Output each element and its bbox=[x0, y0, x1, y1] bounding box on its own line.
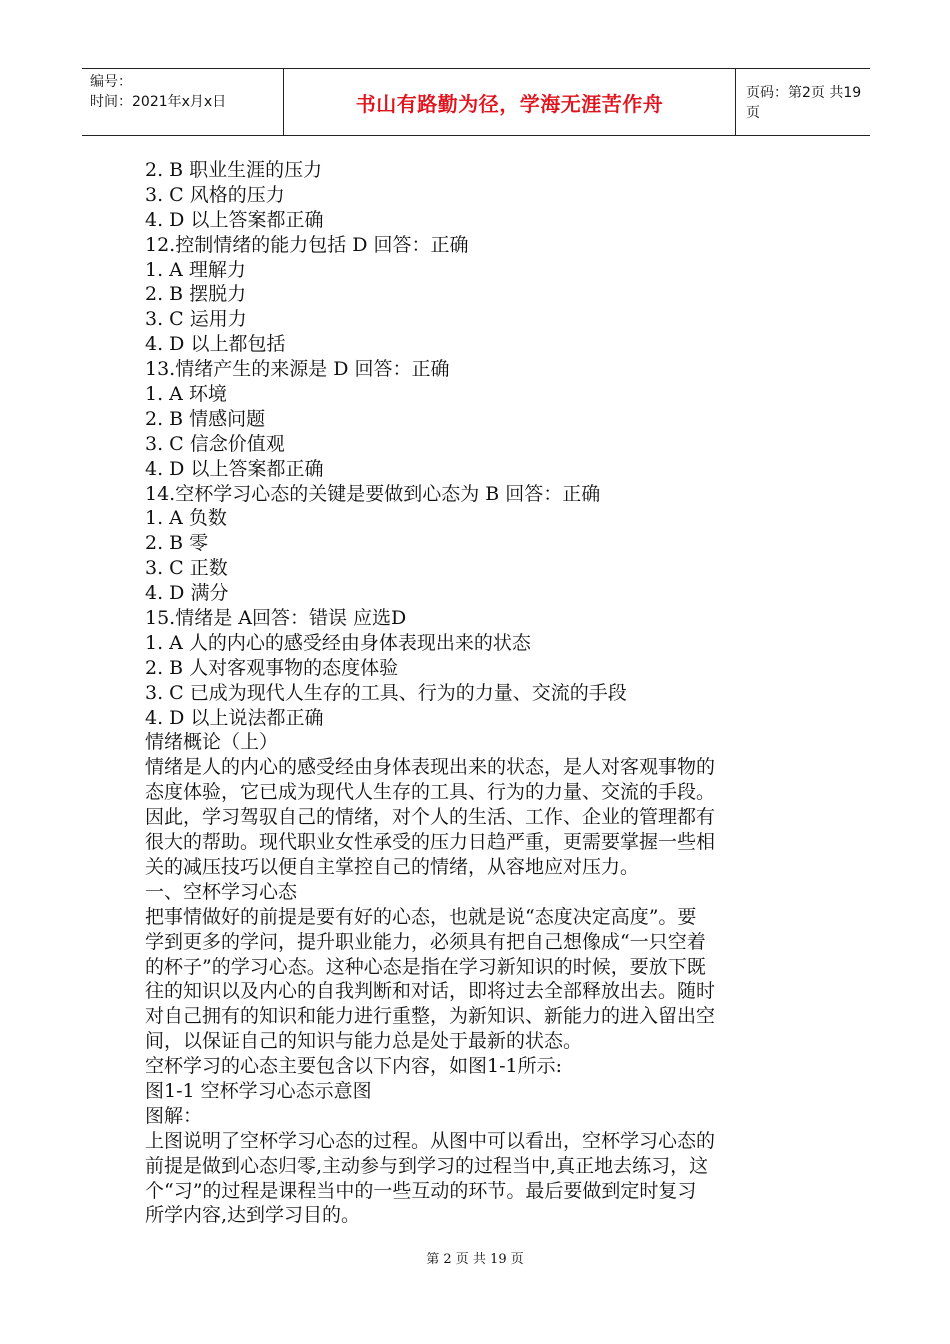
text-line: 2. B 情感问题 bbox=[145, 407, 266, 430]
text-line: 往的知识以及内心的自我判断和对话，即将过去全部释放出去。随时 bbox=[145, 980, 716, 1003]
document-body bbox=[145, 158, 795, 1228]
text-line: 所学内容,达到学习目的。 bbox=[145, 1204, 361, 1227]
question-line: 13.情绪产生的来源是 D 回答：正确 bbox=[145, 358, 450, 381]
text-line: 2. B 摆脱力 bbox=[145, 283, 247, 306]
text-line: 2. B 人对客观事物的态度体验 bbox=[145, 656, 399, 679]
text-line: 1. A 环境 bbox=[145, 383, 227, 406]
text-line: 2. B 零 bbox=[145, 532, 209, 555]
text-line: 3. C 信念价值观 bbox=[145, 432, 285, 455]
header-table bbox=[82, 68, 870, 136]
text-line: 学到更多的学问，提升职业能力，必须具有把自己想像成“一只空着 bbox=[145, 930, 706, 953]
text-line: 3. C 风格的压力 bbox=[145, 183, 285, 206]
text-line: 1. A 负数 bbox=[145, 507, 227, 530]
text-line: 因此，学习驾驭自己的情绪，对个人的生活、工作、企业的管理都有 bbox=[145, 806, 716, 829]
text-line: 情绪是人的内心的感受经由身体表现出来的状态，是人对客观事物的 bbox=[145, 756, 716, 779]
text-line: 很大的帮助。现代职业女性承受的压力日趋严重，更需要掌握一些相 bbox=[145, 831, 716, 854]
question-line: 15.情绪是 A回答：错误 应选D bbox=[145, 607, 407, 630]
header-meta-cell bbox=[82, 69, 284, 135]
page-label: 页码：第2页 共19页 bbox=[746, 85, 862, 121]
figure-caption: 图1-1 空杯学习心态示意图 bbox=[145, 1079, 372, 1102]
header-motto-cell bbox=[284, 69, 736, 135]
text-line: 4. D 满分 bbox=[145, 582, 229, 605]
text-line: 4. D 以上说法都正确 bbox=[145, 706, 324, 729]
time-label: 时间：2021年x月x日 bbox=[90, 94, 227, 110]
footer-page-number: 第 2 页 共 19 页 bbox=[426, 1252, 524, 1267]
text-line: 关的减压技巧以便自主掌控自己的情绪，从容地应对压力。 bbox=[145, 855, 640, 878]
motto-text: 书山有路勤为径，学海无涯苦作舟 bbox=[355, 91, 664, 116]
text-line: 2. B 职业生涯的压力 bbox=[145, 159, 323, 181]
text-line: 间，以保证自己的知识与能力总是处于最新的状态。 bbox=[145, 1030, 583, 1053]
number-label: 编号： bbox=[90, 74, 132, 90]
section-heading: 情绪概论（上） bbox=[145, 731, 279, 754]
question-line: 12.控制情绪的能力包括 D 回答：正确 bbox=[145, 233, 469, 256]
text-line: 4. D 以上答案都正确 bbox=[145, 457, 324, 480]
text-line: 1. A 人的内心的感受经由身体表现出来的状态 bbox=[145, 631, 531, 654]
text-line: 3. C 正数 bbox=[145, 557, 228, 580]
text-line: 把事情做好的前提是要有好的心态，也就是说“态度决定高度”。要 bbox=[145, 905, 697, 928]
text-line: 的杯子”的学习心态。这种心态是指在学习新知识的时候，要放下既 bbox=[145, 955, 706, 978]
text-line: 个“习”的过程是课程当中的一些互动的环节。最后要做到定时复习 bbox=[145, 1179, 697, 1202]
header-page-cell bbox=[736, 69, 870, 135]
text-line: 对自己拥有的知识和能力进行重整，为新知识、新能力的进入留出空 bbox=[145, 1005, 716, 1028]
text-line: 上图说明了空杯学习心态的过程。从图中可以看出，空杯学习心态的 bbox=[145, 1129, 716, 1152]
text-line: 4. D 以上答案都正确 bbox=[145, 208, 324, 231]
text-line: 3. C 运用力 bbox=[145, 308, 247, 331]
text-line: 4. D 以上都包括 bbox=[145, 333, 286, 356]
text-line: 前提是做到心态归零,主动参与到学习的过程当中,真正地去练习，这 bbox=[145, 1154, 709, 1177]
page-footer bbox=[0, 1248, 950, 1267]
text-line: 图解： bbox=[145, 1104, 203, 1127]
question-line: 14.空杯学习心态的关键是要做到心态为 B 回答：正确 bbox=[145, 482, 601, 505]
text-line: 1. A 理解力 bbox=[145, 258, 246, 281]
text-line: 3. C 已成为现代人生存的工具、行为的力量、交流的手段 bbox=[145, 681, 627, 704]
text-line: 态度体验，它已成为现代人生存的工具、行为的力量、交流的手段。 bbox=[145, 781, 716, 804]
section-heading: 一、空杯学习心态 bbox=[145, 880, 298, 903]
text-line: 空杯学习的心态主要包含以下内容，如图1-1所示: bbox=[145, 1055, 562, 1078]
